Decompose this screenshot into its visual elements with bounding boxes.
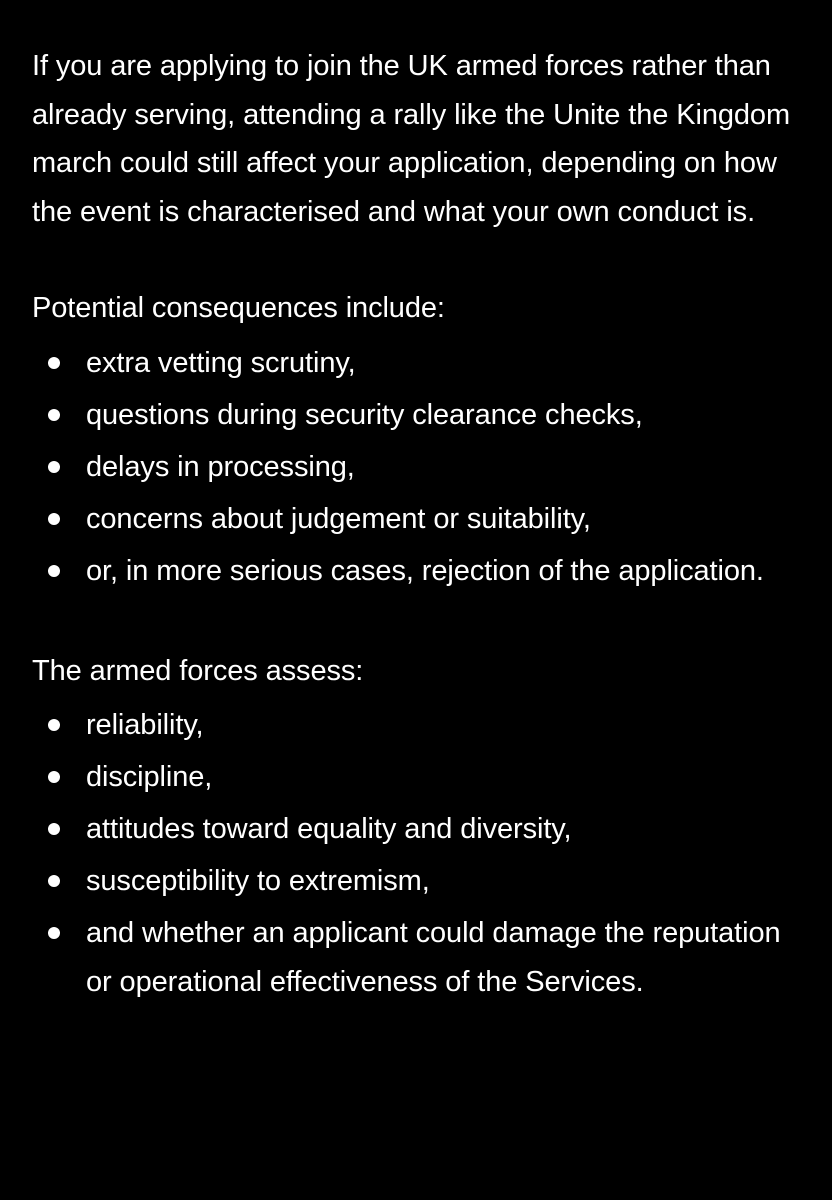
list-item-text: and whether an applicant could damage the reputation or operational effectiveness of the Services. bbox=[86, 917, 781, 998]
list-item bbox=[32, 805, 812, 854]
paragraph-spacer bbox=[32, 236, 812, 284]
bullet-icon bbox=[48, 565, 60, 577]
intro-paragraph: If you are applying to join the UK armed forces rather than already serving, attending a rally like the Unite the Kingdom march could still affect your application, depending on how the event is characterised and what your own conduct is. bbox=[32, 50, 790, 228]
bullet-icon bbox=[48, 771, 60, 783]
bullet-icon bbox=[48, 409, 60, 421]
paragraph-spacer bbox=[32, 599, 812, 647]
list-item bbox=[32, 547, 812, 596]
bullet-icon bbox=[48, 513, 60, 525]
list-item-text: delays in processing, bbox=[86, 450, 355, 483]
consequences-list bbox=[32, 339, 812, 596]
assessment-heading: The armed forces assess: bbox=[32, 654, 364, 687]
bullet-icon bbox=[48, 719, 60, 731]
bullet-icon bbox=[48, 875, 60, 887]
list-item-text: concerns about judgement or suitability, bbox=[86, 502, 591, 535]
list-item-text: extra vetting scrutiny, bbox=[86, 346, 356, 379]
list-item bbox=[32, 443, 812, 492]
bullet-icon bbox=[48, 357, 60, 369]
list-item-text: questions during security clearance checks, bbox=[86, 398, 643, 431]
list-item-text: reliability, bbox=[86, 709, 204, 741]
list-item bbox=[32, 701, 812, 750]
list-item-text: discipline, bbox=[86, 761, 213, 793]
assessment-list bbox=[32, 701, 812, 1006]
list-item-text: or, in more serious cases, rejection of the application. bbox=[86, 554, 764, 587]
consequences-heading: Potential consequences include: bbox=[32, 292, 445, 324]
list-item-text: attitudes toward equality and diversity, bbox=[86, 813, 572, 845]
bullet-icon bbox=[48, 823, 60, 835]
list-item bbox=[32, 909, 812, 1006]
list-item bbox=[32, 857, 812, 906]
list-item bbox=[32, 495, 812, 544]
bullet-icon bbox=[48, 927, 60, 939]
list-item bbox=[32, 391, 812, 440]
list-item-text: susceptibility to extremism, bbox=[86, 865, 430, 897]
list-item bbox=[32, 339, 812, 388]
message-body bbox=[32, 42, 812, 1010]
list-item bbox=[32, 753, 812, 802]
bullet-icon bbox=[48, 461, 60, 473]
